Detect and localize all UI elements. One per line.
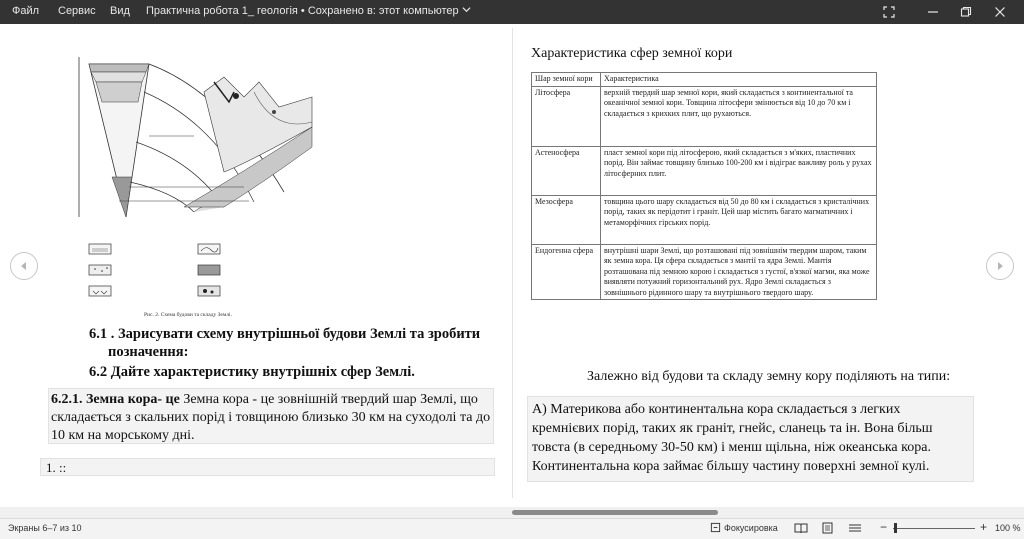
answer-box[interactable] xyxy=(48,388,494,444)
restore-button[interactable] xyxy=(955,2,977,22)
horizontal-scrollbar[interactable] xyxy=(0,507,1024,518)
zoom-out-button[interactable]: − xyxy=(880,520,888,534)
book-icon xyxy=(794,522,808,534)
zoom-slider-track[interactable] xyxy=(893,528,975,529)
answer-text: Земна кора - це зовнішній твердий шар Землі, що складається з скальних порід і товщиною близько 30 км на суходолі та до 10 км на морському дні. xyxy=(51,392,491,443)
chevron-down-icon xyxy=(462,5,471,14)
fit-screen-icon xyxy=(883,6,895,18)
table-header-row xyxy=(532,73,877,87)
table-cell: Мезосфера xyxy=(532,195,601,244)
types-text: А) Материкова або континентальна кора складається з легких кремнієвих порід, таких як граніт, гнейс, сланець та ін. Вона більш товста (в середньому 30-50 км) і менш щільна, ніж океанська кора. Континентальна кора займає більшу частину поверхні земної кулі. xyxy=(532,402,933,474)
table-row xyxy=(532,195,877,244)
restore-icon xyxy=(960,6,972,18)
page-divider xyxy=(512,28,513,498)
zoom-level[interactable]: 100 % xyxy=(995,523,1021,533)
task-2-heading: 6.2 Дайте характеристику внутрішніх сфер Землі. xyxy=(89,364,415,380)
figure-caption: Рис. 2. Схема будови та складу Землі. xyxy=(144,312,232,318)
menu-view[interactable]: Вид xyxy=(110,5,130,17)
next-page-button[interactable] xyxy=(986,252,1014,280)
page-icon xyxy=(822,522,833,534)
title-bar xyxy=(0,0,1024,24)
answer-heading: 6.2.1. Земна кора- це xyxy=(51,392,180,407)
caret-right-icon xyxy=(995,261,1005,271)
table-cell: товщина цього шару складається від 50 до 80 км і складається з кристалічних порід, таких як перідотит і граніт. Цей шар містить багато магматичних і метаморфічних гірських порід. xyxy=(601,195,877,244)
focus-icon xyxy=(710,522,721,533)
print-layout-button[interactable] xyxy=(822,522,833,536)
table-row xyxy=(532,86,877,146)
zoom-in-button[interactable]: + xyxy=(980,520,988,534)
caret-left-icon xyxy=(19,261,29,271)
types-box[interactable] xyxy=(527,396,974,482)
types-intro: Залежно від будови та складу земну кору поділяють на типи: xyxy=(587,369,951,384)
list-item-text: 1. :: xyxy=(46,460,67,475)
minimize-button[interactable] xyxy=(922,2,944,22)
close-button[interactable] xyxy=(989,2,1011,22)
web-layout-button[interactable] xyxy=(848,522,862,536)
task-1-heading: 6.1 . Зарисувати схему внутрішньої будови Землі та зробити xyxy=(89,326,481,342)
document-title[interactable]: Практична робота 1_ геологія • Сохранено в: этот компьютер xyxy=(146,5,471,17)
minimize-icon xyxy=(927,6,939,18)
focus-label: Фокусировка xyxy=(724,522,778,533)
previous-page-button[interactable] xyxy=(10,252,38,280)
task-1-heading-cont: позначення: xyxy=(108,344,189,360)
list-item[interactable] xyxy=(40,458,495,476)
table-cell: Астеносфера xyxy=(532,146,601,195)
table-row xyxy=(532,244,877,300)
web-layout-icon xyxy=(848,522,862,534)
table-cell: верхній твердий шар земної кори, який складається з континентальної та океанічної земної кори. Товщина літосфери змінюється від 10 до 70 км і складається з крихких плит, що рухаються. xyxy=(601,86,877,146)
menu-service[interactable]: Сервис xyxy=(58,5,96,17)
menu-file[interactable]: Файл xyxy=(12,5,40,17)
table-row xyxy=(532,146,877,195)
fit-screen-button[interactable] xyxy=(878,2,900,22)
spheres-table xyxy=(531,72,877,300)
table-cell: внутрішні шари Землі, що розташовані під зовнішнім твердим шаром, таким як земна кора. Ця сфера складається з мантії та ядра Землі. Мантія розташована під земною корою і складається з густої, в'язкої магми, яка може виявляти потужний горизонтальний рух. Ядро Землі складається з зовнішнього рідинного шару та внутрішнього твердого шару. xyxy=(601,244,877,300)
focus-button[interactable] xyxy=(710,522,778,533)
table-header: Характеристика xyxy=(601,73,877,87)
table-header: Шар земної кори xyxy=(532,73,601,87)
scrollbar-thumb[interactable] xyxy=(512,510,718,515)
read-mode-button[interactable] xyxy=(794,522,808,536)
table-title: Характеристика сфер земної кори xyxy=(531,46,733,61)
status-bar xyxy=(0,518,1024,539)
close-icon xyxy=(994,6,1006,18)
screen-counter: Экраны 6–7 из 10 xyxy=(8,523,82,533)
table-cell: Ендогенна сфера xyxy=(532,244,601,300)
zoom-slider-thumb[interactable] xyxy=(894,523,897,533)
table-cell: пласт земної кори під літосферою, який складається з м'яких, пластичних порід. Він займає товщину близько 100-200 км і відіграє важливу роль у рухах літосферних плит. xyxy=(601,146,877,195)
table-cell: Літосфера xyxy=(532,86,601,146)
earth-structure-figure xyxy=(74,52,319,322)
